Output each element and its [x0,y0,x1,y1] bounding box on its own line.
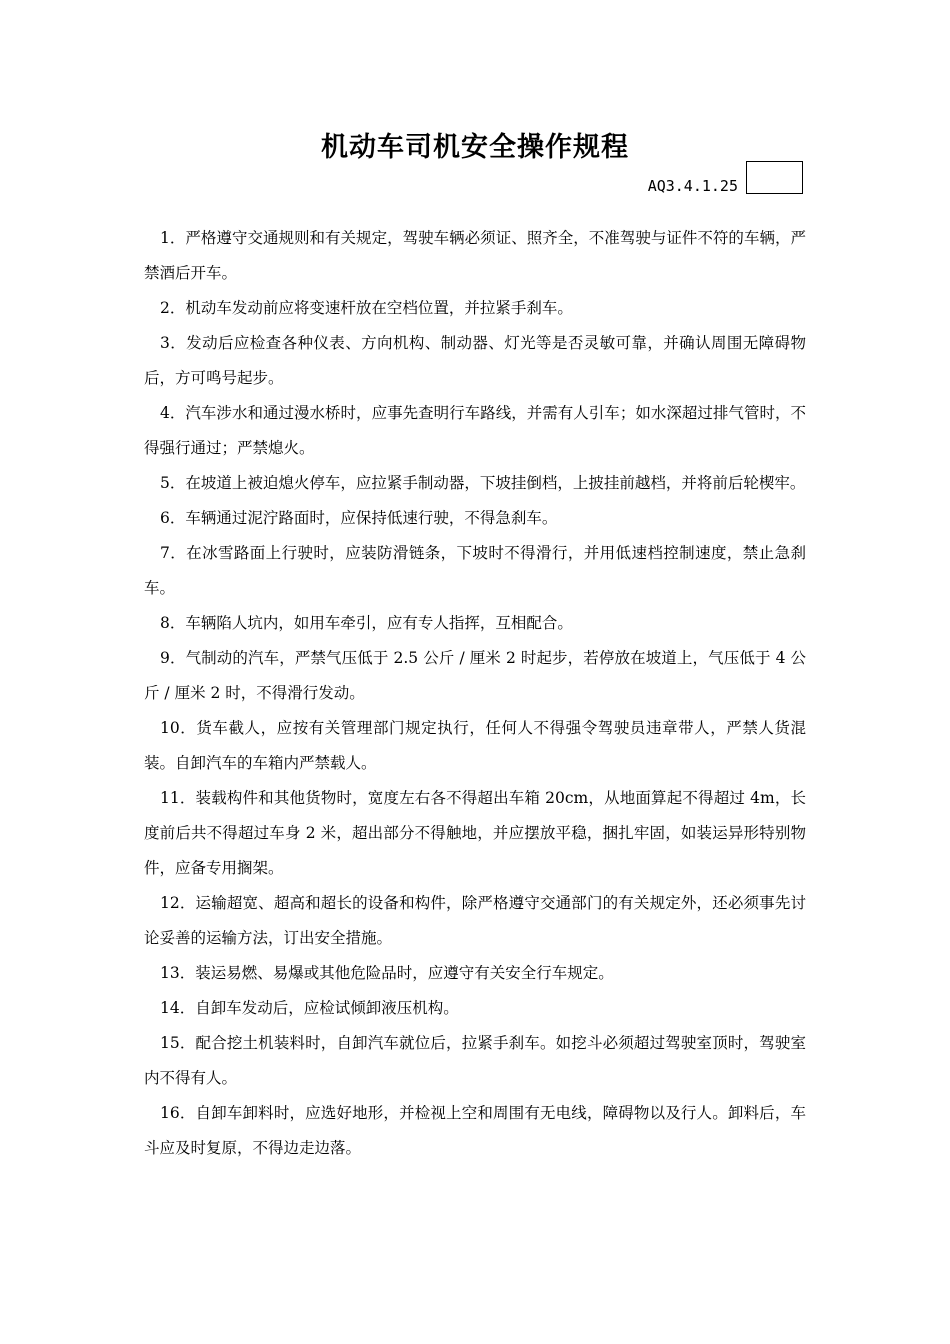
regulation-item-12: 12．运输超宽、超高和超长的设备和构件，除严格遵守交通部门的有关规定外，还必须事先讨论妥善的运输方法，订出安全措施。 [144,894,806,947]
regulation-item-6: 6．车辆通过泥泞路面时，应保持低速行驶，不得急刹车。 [160,509,558,527]
regulation-item-1: 1．严格遵守交通规则和有关规定，驾驶车辆必须证、照齐全，不准驾驶与证件不符的车辆，严禁酒后开车。 [144,229,806,282]
regulation-item-11: 11．装载构件和其他货物时，宽度左右各不得超出车箱 20cm，从地面算起不得超过 4m，长度前后共不得超过车身 2 米，超出部分不得触地，并应摆放平稳，捆扎牢固，如装运异形特别物件，应备专用搁架。 [144,789,806,877]
regulation-item-15: 15．配合挖土机装料时，自卸汽车就位后，拉紧手刹车。如挖斗必须超过驾驶室顶时，驾驶室内不得有人。 [144,1034,806,1087]
regulation-item-9: 9．气制动的汽车，严禁气压低于 2.5 公斤 / 厘米 2 时起步，若停放在坡道上，气压低于 4 公斤 / 厘米 2 时，不得滑行发动。 [144,649,806,702]
regulation-item-2: 2．机动车发动前应将变速杆放在空档位置，并拉紧手刹车。 [160,299,573,317]
regulation-list [144,221,806,1166]
regulation-item-16: 16．自卸车卸料时，应选好地形，并检视上空和周围有无电线，障碍物以及行人。卸料后，车斗应及时复原，不得边走边落。 [144,1104,806,1157]
regulation-item-10: 10．货车截人，应按有关管理部门规定执行，任何人不得强令驾驶员违章带人，严禁人货混装。自卸汽车的车箱内严禁载人。 [144,719,806,772]
regulation-item-7: 7．在冰雪路面上行驶时，应装防滑链条，下坡时不得滑行，并用低速档控制速度，禁止急刹车。 [144,544,806,597]
regulation-item-5: 5．在坡道上被迫熄火停车，应拉紧手制动器，下坡挂倒档，上披挂前越档，并将前后轮楔牢。 [160,474,806,492]
regulation-item-8: 8．车辆陷人坑内，如用车牵引，应有专人指挥，互相配合。 [160,614,573,632]
document-code-box [746,161,803,194]
regulation-item-14: 14．自卸车发动后，应检试倾卸液压机构。 [160,999,459,1017]
document-title: 机动车司机安全操作规程 [321,132,629,163]
regulation-item-13: 13．装运易燃、易爆或其他危险品时，应遵守有关安全行车规定。 [160,964,614,982]
regulation-item-3: 3．发动后应检查各种仪表、方向机构、制动器、灯光等是否灵敏可靠，并确认周围无障碍物后，方可鸣号起步。 [144,334,806,387]
document-code: AQ3.4.1.25 [647,177,738,195]
regulation-item-4: 4．汽车涉水和通过漫水桥时，应事先查明行车路线，并需有人引车；如水深超过排气管时，不得强行通过；严禁熄火。 [144,404,806,457]
